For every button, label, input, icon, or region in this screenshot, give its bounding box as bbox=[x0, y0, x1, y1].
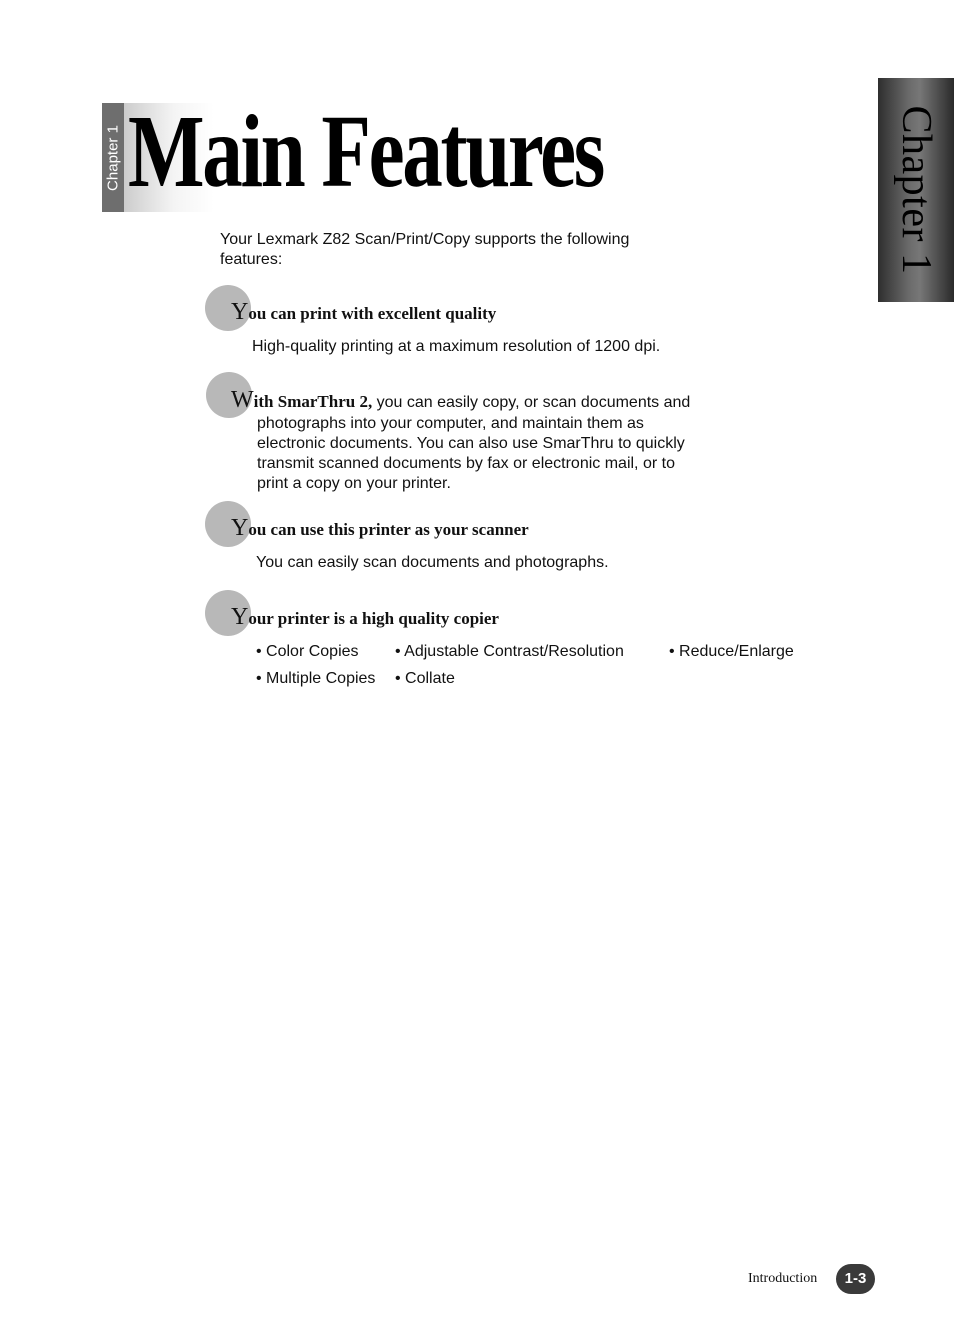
smarthru-body-line: transmit scanned documents by fax or electronic mail, or to bbox=[257, 455, 675, 472]
chapter-side-tab-label: Chapter 1 bbox=[893, 105, 939, 275]
feature-reduce-enlarge: • Reduce/Enlarge bbox=[669, 643, 794, 660]
smarthru-body-line: print a copy on your printer. bbox=[257, 475, 451, 492]
feature-collate: • Collate bbox=[395, 670, 455, 687]
heading-rest: ith SmarThru 2, bbox=[253, 392, 373, 411]
heading-initial: Y bbox=[231, 299, 249, 325]
section-heading-print-quality bbox=[231, 301, 496, 325]
page-number-badge: 1-3 bbox=[836, 1264, 875, 1294]
intro-paragraph bbox=[220, 230, 690, 270]
section-smarthru-first-line bbox=[231, 387, 691, 413]
section-heading-copier bbox=[231, 606, 499, 630]
intro-line-1: Your Lexmark Z82 Scan/Print/Copy supports the following bbox=[220, 231, 630, 248]
heading-initial: W bbox=[231, 387, 254, 413]
feature-color-copies: • Color Copies bbox=[256, 643, 359, 660]
title-chapter-tab bbox=[102, 103, 124, 212]
heading-initial: Y bbox=[231, 604, 249, 630]
section-heading-scanner bbox=[231, 517, 529, 541]
smarthru-body-first: you can easily copy, or scan documents and bbox=[372, 394, 691, 411]
feature-adjustable-contrast: • Adjustable Contrast/Resolution bbox=[395, 643, 624, 660]
smarthru-body-line: electronic documents. You can also use SmarThru to quickly bbox=[257, 435, 685, 452]
heading-rest: ou can print with excellent quality bbox=[248, 304, 497, 323]
heading-rest: ou can use this printer as your scanner bbox=[248, 520, 529, 539]
smarthru-body-line: photographs into your computer, and maintain them as bbox=[257, 415, 644, 432]
section-body-print-quality: High-quality printing at a maximum resolution of 1200 dpi. bbox=[252, 338, 661, 355]
page-title: Main Features bbox=[128, 94, 603, 209]
feature-multiple-copies: • Multiple Copies bbox=[256, 670, 376, 687]
heading-rest: our printer is a high quality copier bbox=[248, 609, 499, 628]
section-smarthru-body bbox=[257, 414, 685, 494]
footer-section-label: Introduction bbox=[748, 1271, 818, 1286]
title-chapter-tab-label: Chapter 1 bbox=[104, 124, 122, 191]
chapter-side-tab bbox=[878, 78, 954, 302]
section-body-scanner: You can easily scan documents and photographs. bbox=[256, 554, 609, 571]
heading-initial: Y bbox=[231, 515, 249, 541]
intro-line-2: features: bbox=[220, 251, 283, 268]
